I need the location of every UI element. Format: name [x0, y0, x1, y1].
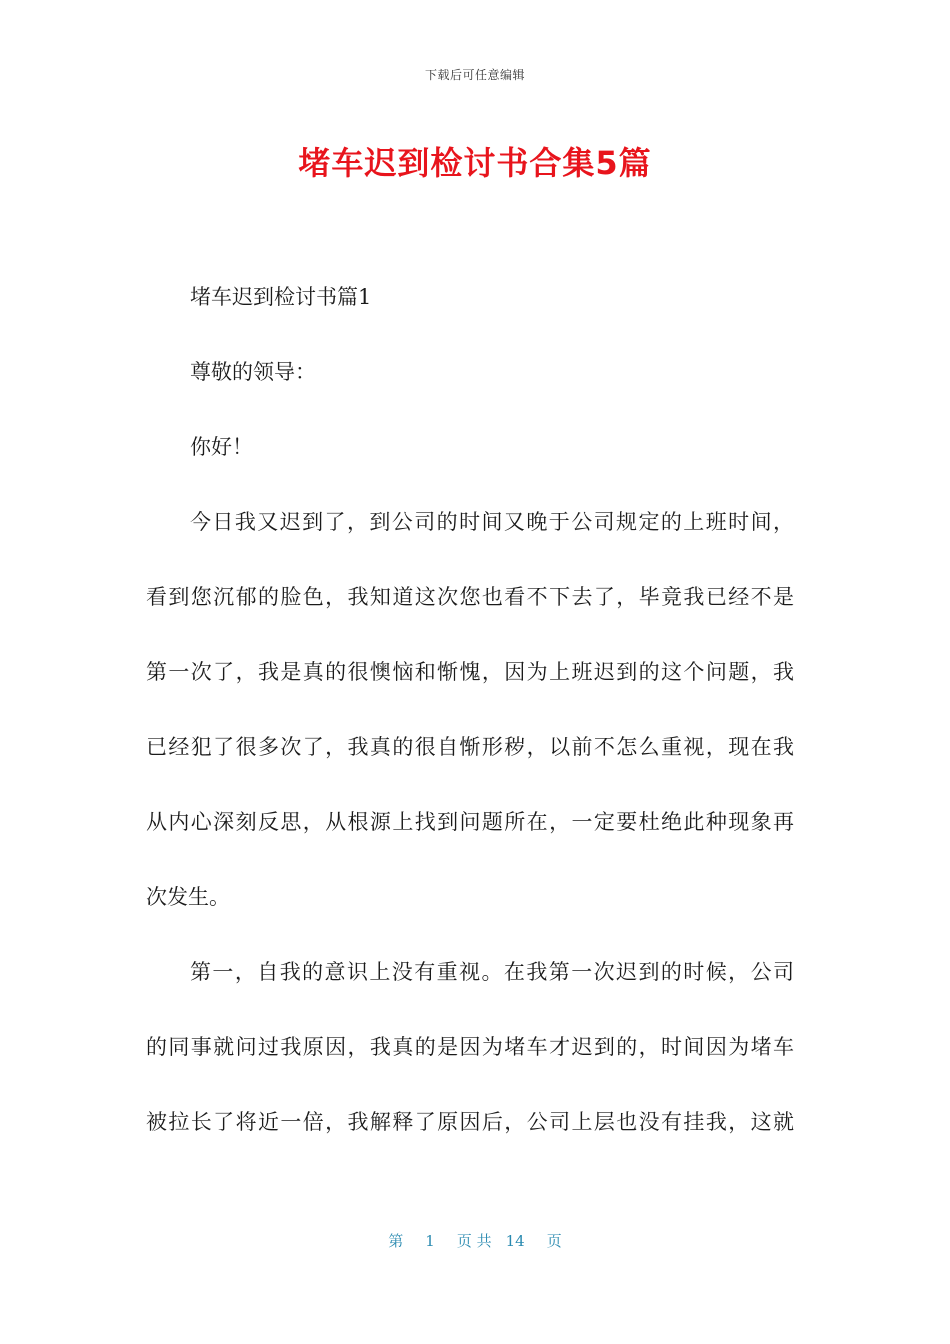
header-note: 下载后可任意编辑 [424, 68, 525, 82]
footer-total-pages: 14 [505, 1232, 525, 1250]
paragraph-line: 第一次了，我是真的很懊恼和惭愧，因为上班迟到的这个问题，我 [146, 660, 794, 684]
paragraph-line: 的同事就问过我原因，我真的是因为堵车才迟到的，时间因为堵车 [146, 1035, 794, 1059]
greeting: 你好！ [190, 435, 253, 459]
paragraph-line: 第一，自我的意识上没有重视。在我第一次迟到的时候，公司 [190, 960, 794, 984]
paragraph-line: 今日我又迟到了，到公司的时间又晚于公司规定的上班时间， [190, 510, 794, 534]
salutation: 尊敬的领导： [190, 360, 316, 384]
page-footer [0, 1230, 950, 1251]
section-heading: 堵车迟到检讨书篇1 [190, 285, 372, 309]
paragraph-line: 被拉长了将近一倍，我解释了原因后，公司上层也没有挂我，这就 [146, 1110, 794, 1134]
paragraph-line: 已经犯了很多次了，我真的很自惭形秽，以前不怎么重视，现在我 [146, 735, 794, 759]
footer-prefix: 第 [388, 1232, 404, 1250]
footer-page-number: 1 [425, 1232, 435, 1250]
document-body [146, 260, 794, 1160]
paragraph-line: 看到您沉郁的脸色，我知道这次您也看不下去了，毕竟我已经不是 [146, 585, 794, 609]
paragraph-line: 从内心深刻反思，从根源上找到问题所在，一定要杜绝此种现象再 [146, 810, 794, 834]
footer-suffix: 页 [546, 1232, 562, 1250]
paragraph-line: 次发生。 [146, 885, 230, 909]
footer-middle: 页 共 [456, 1232, 492, 1250]
document-title: 堵车迟到检讨书合集5篇 [298, 144, 652, 182]
